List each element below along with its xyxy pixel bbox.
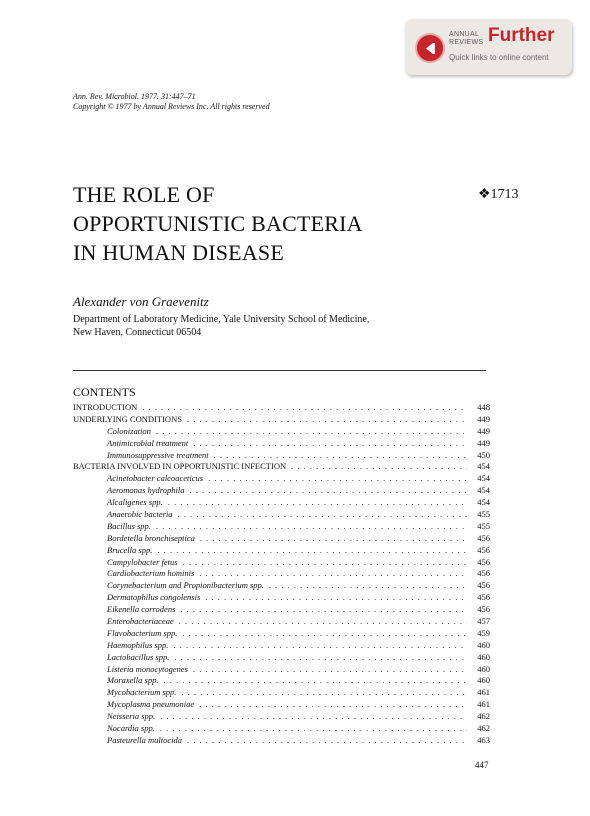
toc-entry-label: Nocardia spp. <box>107 723 155 734</box>
table-of-contents <box>73 402 490 747</box>
toc-entry-page: 459 <box>477 627 490 638</box>
play-arrow-icon <box>415 33 445 63</box>
toc-leader-dots <box>160 711 467 721</box>
toc-leader-dots <box>205 592 467 602</box>
toc-entry-label: Enterobacteriaceae <box>107 616 174 627</box>
toc-leader-dots <box>179 616 467 626</box>
toc-entry <box>73 426 490 438</box>
affiliation-line-1: Department of Laboratory Medicine, Yale University School of Medicine, <box>73 314 370 325</box>
toc-entry <box>73 473 490 485</box>
toc-entry-label: Mycobacterium spp. <box>107 687 177 698</box>
toc-entry-label: Acinetobacter calcoaceticus <box>107 473 204 484</box>
toc-entry-page: 448 <box>477 402 490 412</box>
toc-entry <box>73 640 490 652</box>
toc-entry-label: Colonization <box>107 425 151 436</box>
toc-entry-page: 460 <box>477 675 490 686</box>
toc-leader-dots <box>208 473 467 483</box>
toc-entry <box>73 533 490 545</box>
toc-entry-page: 456 <box>477 592 490 603</box>
toc-entry-page: 456 <box>477 580 490 591</box>
toc-entry-label: BACTERIA INVOLVED IN OPPORTUNISTIC INFECTION <box>73 461 287 472</box>
toc-leader-dots <box>199 699 467 709</box>
author-affiliation <box>73 313 369 339</box>
toc-entry-label: Campylobacter fetus <box>107 556 178 567</box>
toc-entry-label: Bacillus spp. <box>107 520 151 531</box>
toc-leader-dots <box>190 485 467 495</box>
toc-entry-label: Flavobacterium spp. <box>107 627 178 638</box>
toc-entry-page: 460 <box>477 651 490 662</box>
divider <box>73 370 486 371</box>
toc-entry-page: 461 <box>477 687 490 698</box>
toc-entry <box>73 580 490 592</box>
toc-entry-page: 456 <box>477 556 490 567</box>
toc-leader-dots <box>160 723 467 733</box>
toc-entry-page: 454 <box>477 485 490 496</box>
title-line-2: OPPORTUNISTIC BACTERIA <box>73 211 363 236</box>
toc-entry <box>73 735 490 747</box>
toc-entry-label: Mycoplasma pneumoniae <box>107 699 195 710</box>
toc-entry-label: Anaerobic bacteria <box>107 509 173 520</box>
toc-leader-dots <box>200 533 467 543</box>
annual-reviews-further-badge[interactable] <box>405 19 572 75</box>
copyright-line: Copyright © 1977 by Annual Reviews Inc. All rights reserved <box>73 102 270 111</box>
toc-entry-label: Dermatophilus congolensis <box>107 592 201 603</box>
toc-entry-label: Eikenella corrodens <box>107 604 176 615</box>
toc-leader-dots <box>187 735 467 745</box>
toc-leader-dots <box>173 640 467 650</box>
toc-entry-page: 455 <box>477 520 490 531</box>
toc-entry-label: Aeromonas hydrophila <box>107 485 185 496</box>
toc-entry <box>73 450 490 462</box>
toc-entry-page: 456 <box>477 544 490 555</box>
toc-entry <box>73 687 490 699</box>
toc-entry <box>73 652 490 664</box>
title-line-3: IN HUMAN DISEASE <box>73 240 284 265</box>
toc-leader-dots <box>193 438 467 448</box>
toc-entry-page: 450 <box>477 449 490 460</box>
toc-entry <box>73 628 490 640</box>
toc-entry <box>73 414 490 426</box>
toc-entry-label: INTRODUCTION <box>73 402 138 412</box>
toc-entry-label: Alcaligenes spp. <box>107 497 163 508</box>
toc-leader-dots <box>214 450 467 460</box>
toc-entry-page: 460 <box>477 663 490 674</box>
contents-heading: CONTENTS <box>73 385 136 399</box>
toc-entry-page: 456 <box>477 604 490 615</box>
toc-leader-dots <box>182 628 467 638</box>
toc-entry <box>73 664 490 676</box>
toc-entry <box>73 497 490 509</box>
toc-entry <box>73 485 490 497</box>
toc-entry-page: 461 <box>477 699 490 710</box>
toc-entry <box>73 699 490 711</box>
toc-entry <box>73 461 490 473</box>
toc-leader-dots <box>291 461 467 471</box>
toc-entry <box>73 723 490 735</box>
toc-leader-dots <box>142 402 467 412</box>
toc-entry-label: Haemophilus spp. <box>107 639 169 650</box>
toc-entry-label: Bordetella bronchiseptica <box>107 532 195 543</box>
toc-entry-label: Immunosuppressive treatment <box>107 449 209 460</box>
toc-leader-dots <box>193 664 467 674</box>
badge-further-text: Further <box>488 25 555 46</box>
toc-leader-dots <box>174 652 467 662</box>
title-line-1: THE ROLE OF <box>73 182 215 207</box>
toc-entry-label: Lactobacillus spp. <box>107 651 170 662</box>
toc-entry-page: 455 <box>477 509 490 520</box>
toc-entry-page: 449 <box>477 437 490 448</box>
toc-entry-page: 462 <box>477 711 490 722</box>
affiliation-line-2: New Haven, Connecticut 06504 <box>73 327 202 338</box>
author-name: Alexander von Graevenitz <box>73 294 209 309</box>
toc-leader-dots <box>156 521 467 531</box>
toc-entry <box>73 675 490 687</box>
toc-entry <box>73 616 490 628</box>
toc-leader-dots <box>157 545 467 555</box>
toc-leader-dots <box>156 426 467 436</box>
toc-leader-dots <box>163 675 467 685</box>
toc-entry-label: Cardiobacterium hominis <box>107 568 195 579</box>
toc-entry-label: Pasteurella multocida <box>107 734 182 745</box>
toc-entry-page: 456 <box>477 568 490 579</box>
toc-entry-label: Neisseria spp. <box>107 711 156 722</box>
toc-entry-label: UNDERLYING CONDITIONS <box>73 413 182 424</box>
toc-entry-page: 460 <box>477 639 490 650</box>
toc-entry <box>73 438 490 450</box>
toc-entry-label: Brucella spp. <box>107 544 153 555</box>
badge-annual-text: ANNUAL <box>449 31 480 38</box>
article-title <box>73 180 363 267</box>
article-code: ❖1713 <box>478 187 519 202</box>
toc-leader-dots <box>269 580 467 590</box>
toc-entry-page: 463 <box>477 734 490 745</box>
toc-entry <box>73 509 490 521</box>
toc-entry-label: Listeria monocytogenes <box>107 663 188 674</box>
toc-entry <box>73 545 490 557</box>
citation <box>73 92 270 112</box>
toc-entry <box>73 557 490 569</box>
toc-entry-page: 454 <box>477 461 490 472</box>
toc-entry-page: 454 <box>477 497 490 508</box>
toc-leader-dots <box>180 604 467 614</box>
toc-leader-dots <box>199 568 467 578</box>
toc-entry-label: Corynebacterium and Propionibacterium spp. <box>107 580 264 591</box>
toc-leader-dots <box>181 687 467 697</box>
toc-leader-dots <box>187 414 467 424</box>
toc-entry-page: 449 <box>477 425 490 436</box>
toc-entry <box>73 604 490 616</box>
toc-entry-page: 456 <box>477 532 490 543</box>
badge-quick-links-text: Quick links to online content <box>449 53 549 62</box>
badge-publisher <box>449 31 483 46</box>
toc-entry-page: 462 <box>477 723 490 734</box>
badge-reviews-text: REVIEWS <box>449 38 484 46</box>
toc-leader-dots <box>183 557 467 567</box>
toc-leader-dots <box>168 497 467 507</box>
toc-entry <box>73 592 490 604</box>
citation-line: Ann. Rev. Microbiol. 1977. 31:447–71 <box>73 92 196 101</box>
toc-entry-label: Moraxella spp. <box>107 675 159 686</box>
toc-entry-label: Antimicrobial treatment <box>107 437 189 448</box>
toc-entry <box>73 568 490 580</box>
toc-entry-page: 449 <box>477 413 490 424</box>
toc-entry-page: 457 <box>477 616 490 627</box>
toc-leader-dots <box>178 509 467 519</box>
toc-entry <box>73 402 490 414</box>
page-number: 447 <box>475 760 489 770</box>
toc-entry-page: 454 <box>477 473 490 484</box>
toc-entry <box>73 521 490 533</box>
toc-entry <box>73 711 490 723</box>
